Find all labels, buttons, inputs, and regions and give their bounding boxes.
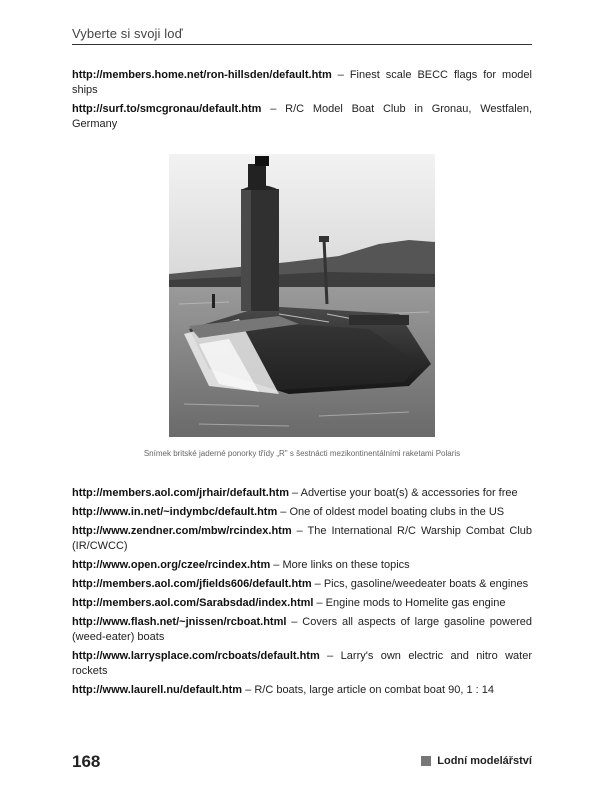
- link-entry: [72, 486, 532, 501]
- link-description: – One of oldest model boating clubs in the US: [277, 506, 505, 518]
- link-url[interactable]: http://members.home.net/ron-hillsden/default.htm: [72, 69, 332, 81]
- link-url[interactable]: http://www.larrysplace.com/rcboats/default.htm: [72, 650, 320, 662]
- link-list-bottom: [72, 486, 532, 702]
- link-description: – The International R/C Warship Combat Club (IR/CWCC): [72, 525, 532, 552]
- link-entry: [72, 649, 532, 679]
- link-entry: [72, 505, 532, 520]
- footer-section-title: Lodní modelářství: [437, 755, 532, 767]
- link-description: – R/C boats, large article on combat boat 90, 1 : 14: [242, 684, 495, 696]
- link-entry: [72, 615, 532, 645]
- link-description: – R/C Model Boat Club in Gronau, Westfalen, Germany: [72, 103, 532, 130]
- link-description: – Advertise your boat(s) & accessories for free: [288, 487, 518, 499]
- link-description: – Engine mods to Homelite gas engine: [313, 597, 506, 609]
- link-url[interactable]: http://surf.to/smcgronau/default.htm: [72, 103, 262, 115]
- link-description: – Finest scale BECC flags for model ships: [72, 69, 532, 96]
- link-entry: [72, 596, 532, 611]
- link-entry: [72, 683, 532, 698]
- link-entry: [72, 558, 532, 573]
- link-url[interactable]: http://www.zendner.com/mbw/rcindex.htm: [72, 525, 292, 537]
- link-url[interactable]: http://members.aol.com/jrhair/default.htm: [72, 487, 289, 499]
- link-url[interactable]: http://www.flash.net/~jnissen/rcboat.html: [72, 616, 287, 628]
- header-title: Vyberte si svoji loď: [72, 26, 183, 41]
- link-list-top: [72, 68, 532, 136]
- link-url[interactable]: http://www.laurell.nu/default.htm: [72, 684, 243, 696]
- link-entry: [72, 102, 532, 132]
- link-url[interactable]: http://www.open.org/czee/rcindex.htm: [72, 559, 271, 571]
- link-entry: [72, 577, 532, 592]
- link-description: – Covers all aspects of large gasoline powered (weed-eater) boats: [72, 616, 532, 643]
- link-description: – Pics, gasoline/weedeater boats & engines: [311, 578, 529, 590]
- link-entry: [72, 524, 532, 554]
- link-description: – Larry's own electric and nitro water rockets: [72, 650, 532, 677]
- photo-caption: Snímek britské jaderné ponorky třídy „R" s šestnácti mezikontinentálními raketami Polaris: [143, 449, 461, 458]
- submarine-photo: [169, 154, 435, 437]
- link-url[interactable]: http://www.in.net/~indymbc/default.htm: [72, 506, 278, 518]
- page-number: 168: [72, 752, 101, 771]
- link-url[interactable]: http://members.aol.com/Sarabsdad/index.html: [72, 597, 314, 609]
- link-url[interactable]: http://members.aol.com/jfields606/default.htm: [72, 578, 312, 590]
- link-entry: [72, 68, 532, 98]
- square-icon: [421, 756, 431, 766]
- running-header: [72, 24, 532, 45]
- footer-section: [421, 755, 532, 767]
- link-description: – More links on these topics: [270, 559, 410, 571]
